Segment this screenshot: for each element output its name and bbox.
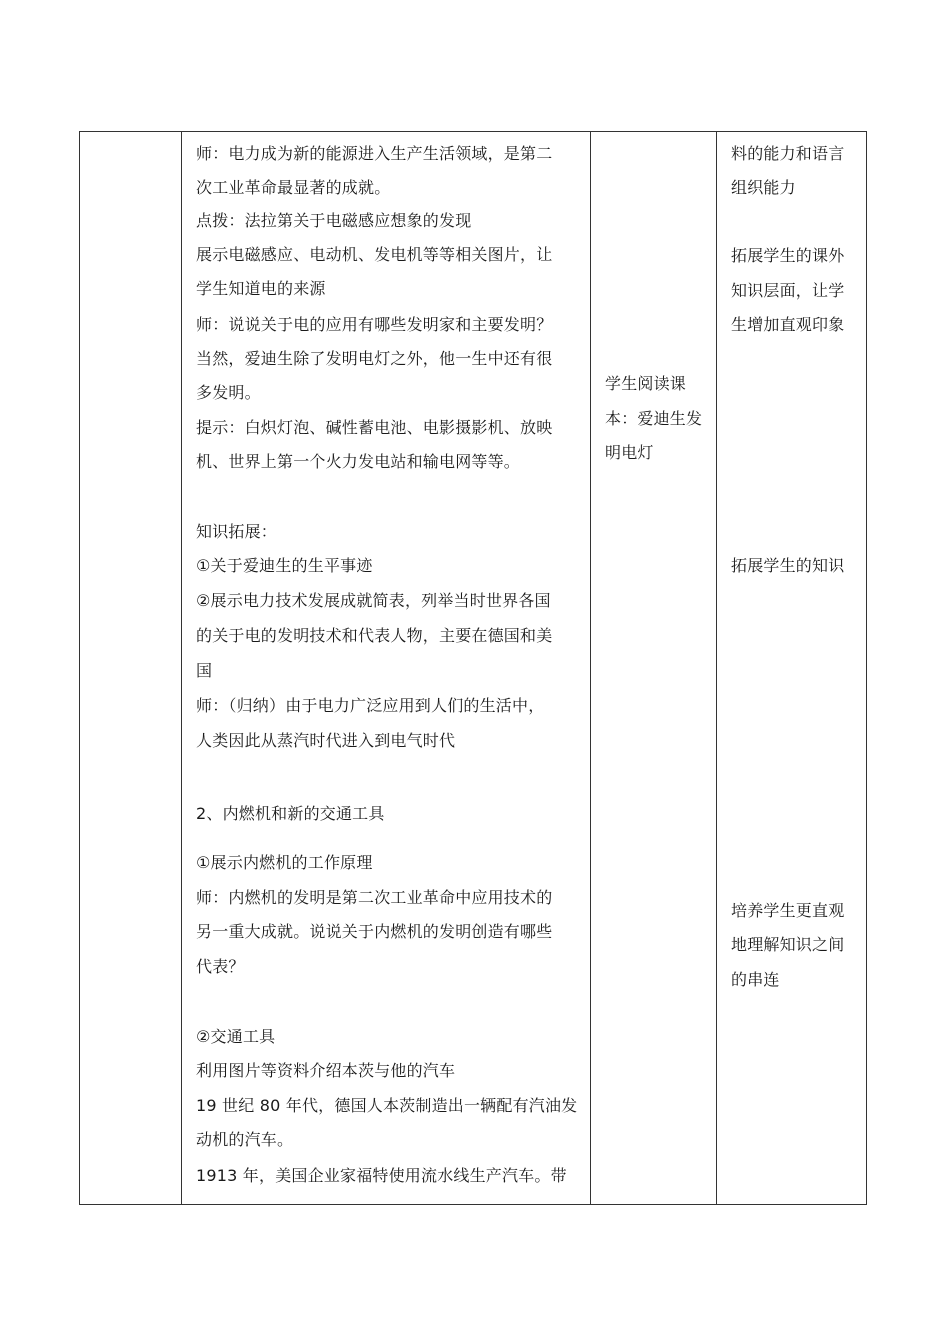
activity-line: 本：爱迪生发 <box>605 409 703 428</box>
table-column-1 <box>80 132 182 1204</box>
content-line: 知识拓展： <box>196 522 278 541</box>
content-line: 人类因此从蒸汽时代进入到电气时代 <box>196 731 456 750</box>
intent-line: 拓展学生的知识 <box>731 556 845 575</box>
student-activity-column <box>591 132 717 1204</box>
content-line: 师：内燃机的发明是第二次工业革命中应用技术的 <box>196 888 553 907</box>
intent-line: 地理解知识之间 <box>731 935 845 954</box>
content-line: 点拨：法拉第关于电磁感应想象的发现 <box>196 211 472 230</box>
intent-line: 拓展学生的课外 <box>731 246 845 265</box>
activity-line: 学生阅读课 <box>605 374 687 393</box>
content-line: ①展示内燃机的工作原理 <box>196 853 373 872</box>
content-line: 师：电力成为新的能源进入生产生活领域，是第二 <box>196 144 553 163</box>
content-line: 1913 年，美国企业家福特使用流水线生产汽车。带 <box>196 1166 567 1185</box>
content-line: ①关于爱迪生的生平事迹 <box>196 556 373 575</box>
intent-line: 组织能力 <box>731 178 796 197</box>
content-line: 机、世界上第一个火力发电站和输电网等等。 <box>196 452 521 471</box>
lesson-plan-table <box>79 131 867 1205</box>
content-line: ②交通工具 <box>196 1027 276 1046</box>
design-intent-column <box>717 132 867 1204</box>
intent-line: 的串连 <box>731 970 780 989</box>
content-line: 另一重大成就。说说关于内燃机的发明创造有哪些 <box>196 922 553 941</box>
content-line: 学生知道电的来源 <box>196 279 326 298</box>
intent-line: 料的能力和语言 <box>731 144 845 163</box>
content-line: 多发明。 <box>196 383 261 402</box>
content-line: 的关于电的发明技术和代表人物，主要在德国和美 <box>196 626 553 645</box>
intent-line: 培养学生更直观 <box>731 901 845 920</box>
content-line: 展示电磁感应、电动机、发电机等等相关图片，让 <box>196 245 553 264</box>
content-line: 当然，爱迪生除了发明电灯之外，他一生中还有很 <box>196 349 553 368</box>
content-line: 国 <box>196 661 213 680</box>
content-line: 2、内燃机和新的交通工具 <box>196 804 385 823</box>
content-line: 利用图片等资料介绍本茨与他的汽车 <box>196 1061 456 1080</box>
content-line: 提示：白炽灯泡、碱性蓄电池、电影摄影机、放映 <box>196 418 553 437</box>
content-line: 师：说说关于电的应用有哪些发明家和主要发明？ <box>196 315 553 334</box>
content-line: ②展示电力技术发展成就简表，列举当时世界各国 <box>196 591 551 610</box>
content-line: 师：（归纳）由于电力广泛应用到人们的生活中， <box>196 696 545 715</box>
teaching-content-column <box>182 132 591 1204</box>
content-line: 次工业革命最显著的成就。 <box>196 178 391 197</box>
content-line: 19 世纪 80 年代，德国人本茨制造出一辆配有汽油发 <box>196 1096 578 1115</box>
intent-line: 生增加直观印象 <box>731 315 845 334</box>
content-line: 代表？ <box>196 957 245 976</box>
content-line: 动机的汽车。 <box>196 1130 294 1149</box>
intent-line: 知识层面，让学 <box>731 281 845 300</box>
activity-line: 明电灯 <box>605 443 654 462</box>
